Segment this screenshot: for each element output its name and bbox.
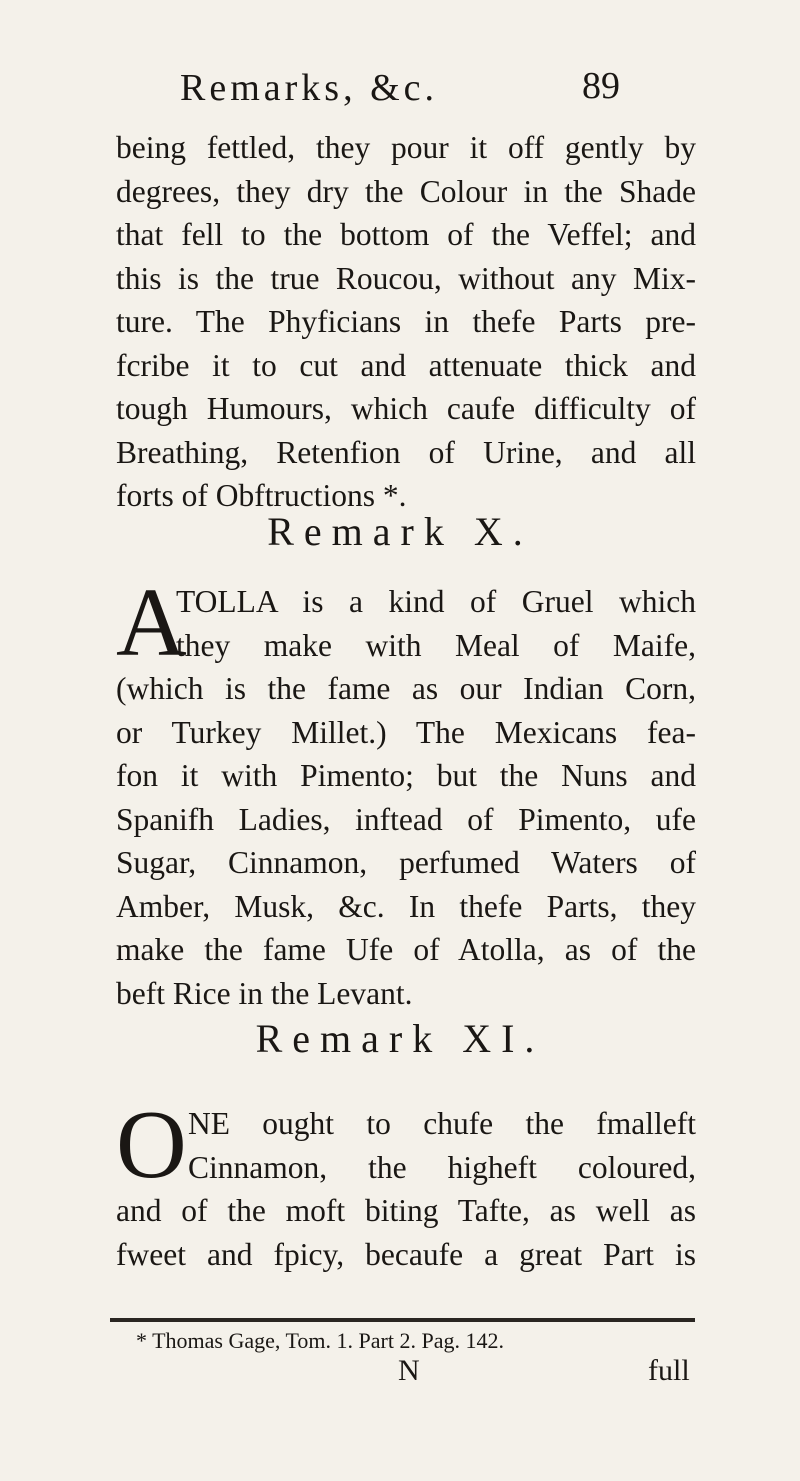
footnote: * Thomas Gage, Tom. 1. Part 2. Pag. 142. (136, 1328, 504, 1353)
text-line: ture. The Phyficians in thefe Parts pre- (116, 304, 696, 339)
text-line: Cinnamon, the higheft coloured, (188, 1149, 696, 1185)
text-line: Sugar, Cinnamon, perfumed Waters of (116, 845, 696, 880)
text-line: fon it with Pimento; but the Nuns and (116, 758, 696, 793)
text-line: that fell to the bottom of the Veffel; and (116, 217, 696, 252)
text-line: being fettled, they pour it off gently by (116, 130, 696, 165)
text-line: fcribe it to cut and attenuate thick and (116, 347, 696, 383)
text-line: TOLLA is a kind of Gruel which (176, 584, 696, 619)
text-line: beft Rice in the Levant. (116, 975, 413, 1011)
text-line: (which is the fame as our Indian Corn, (116, 671, 696, 706)
text-line: forts of Obftructions *. (116, 478, 407, 513)
page-number: 89 (582, 65, 620, 107)
text-line: they make with Meal of Maife, (176, 627, 696, 663)
catchword: full (648, 1354, 690, 1387)
running-head: Remarks, &c. (180, 67, 439, 109)
text-line: Amber, Musk, &c. In thefe Parts, they (116, 888, 696, 924)
text-line: tough Humours, which caufe difficulty of (116, 391, 696, 426)
paragraph-continued (116, 126, 696, 518)
signature-mark: N (398, 1354, 420, 1387)
page-header (180, 60, 620, 120)
remark-xi-heading: Remark XI. (255, 1016, 545, 1061)
footnote-rule (110, 1318, 695, 1322)
text-line: this is the true Roucou, without any Mix- (116, 260, 696, 296)
drop-cap: A (116, 569, 187, 677)
text-line: or Turkey Millet.) The Mexicans fea- (116, 714, 696, 750)
text-line: and of the moft biting Tafte, as well as (116, 1193, 696, 1228)
text-line: Spanifh Ladies, inftead of Pimento, ufe (116, 801, 696, 837)
drop-cap: O (116, 1091, 187, 1199)
remark-x-heading: Remark X. (267, 509, 533, 554)
text-line: NE ought to chufe the fmalleft (188, 1106, 696, 1141)
text-line: fweet and fpicy, becaufe a great Part is (116, 1236, 696, 1272)
text-line: make the fame Ufe of Atolla, as of the (116, 932, 696, 967)
text-line: Breathing, Retenfion of Urine, and all (116, 434, 696, 470)
text-line: degrees, they dry the Colour in the Shade (116, 173, 696, 209)
